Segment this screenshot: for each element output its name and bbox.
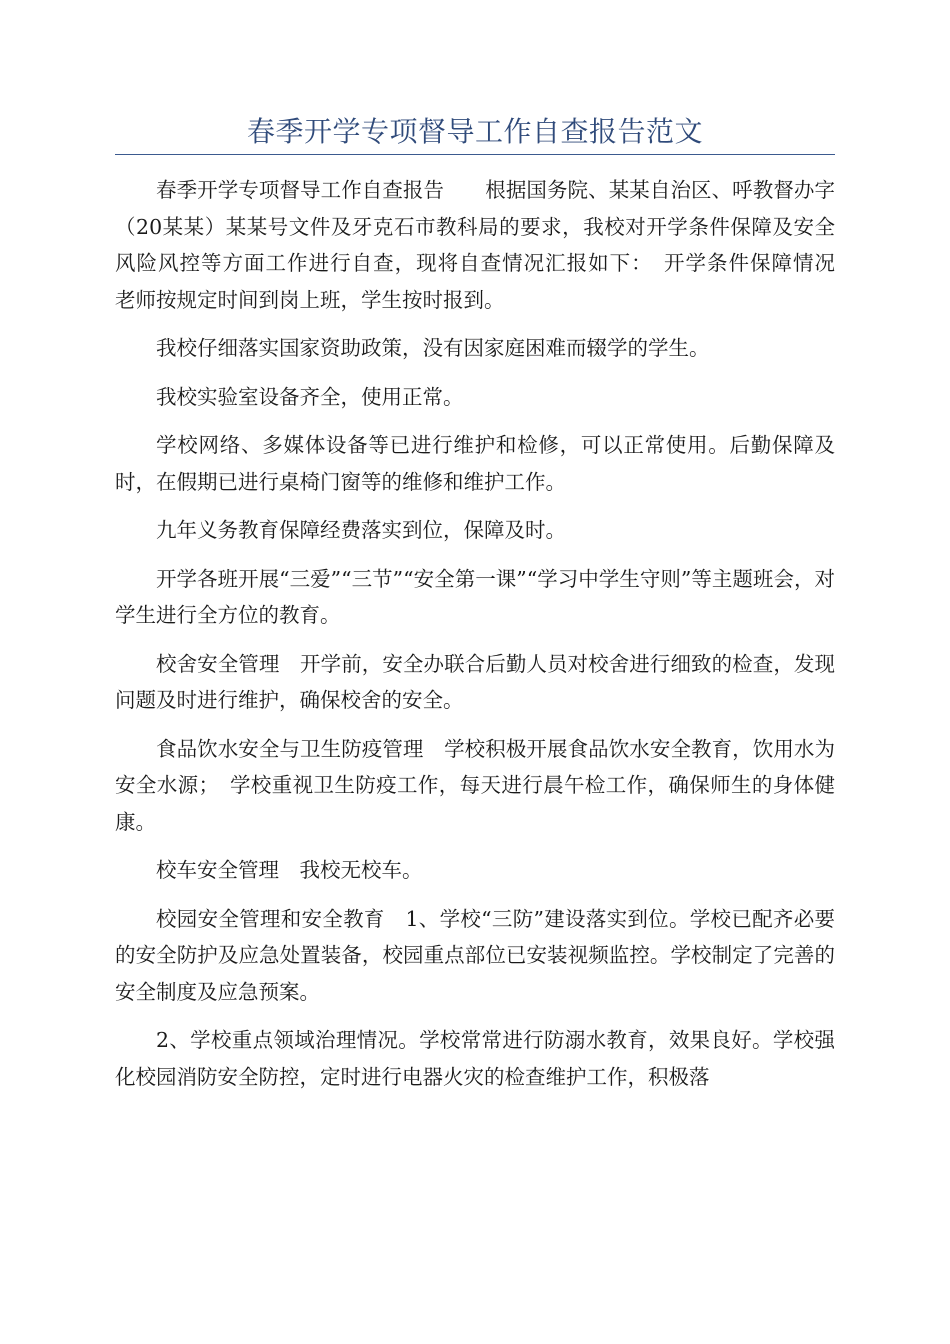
paragraph-lab-equipment: 我校实验室设备齐全，使用正常。 xyxy=(156,384,464,409)
document-title: 春季开学专项督导工作自查报告范文 xyxy=(246,115,703,148)
paragraph-education-funds: 九年义务教育保障经费落实到位，保障及时。 xyxy=(156,518,566,542)
paragraph-intro: 春季开学专项督导工作自查报告 根据国务院、某某自治区、呼教督办字（20某某）某某号文件及牙克石市教科局的要求，我校对开学条件保障及安全风险风控等方面工作进行自查，现将自查情况汇报如下： 开学条件保障情况 老师按规定时间到岗上班，学生按时报到。 xyxy=(115,178,856,312)
paragraph-food-water-safety: 食品饮水安全与卫生防疫管理 学校积极开展食品饮水安全教育，饮用水为安全水源； 学校重视卫生防疫工作，每天进行晨午检工作，确保师生的身体健康。 xyxy=(115,736,835,834)
paragraph-building-safety: 校舍安全管理 开学前，安全办联合后勤人员对校舍进行细致的检查，发现问题及时进行维护，确保校舍的安全。 xyxy=(115,651,835,712)
title-underline xyxy=(115,154,835,155)
paragraph-class-meetings: 开学各班开展“三爱”“三节”“安全第一课”“学习中学生守则”等主题班会，对学生进行全方位的教育。 xyxy=(115,566,835,627)
paragraph-key-areas: 2、学校重点领域治理情况。学校常常进行防溺水教育，效果良好。学校强化校园消防安全防控，定时进行电器火灾的检查维护工作，积极落 xyxy=(115,1028,835,1089)
paragraph-funding-policy: 我校仔细落实国家资助政策，没有因家庭困难而辍学的学生。 xyxy=(156,336,710,360)
paragraph-school-bus: 校车安全管理 我校无校车。 xyxy=(156,858,423,882)
document-body xyxy=(115,172,856,1107)
paragraph-network-maintenance: 学校网络、多媒体设备等已进行维护和检修，可以正常使用。后勤保障及时，在假期已进行桌椅门窗等的维修和维护工作。 xyxy=(115,433,835,494)
paragraph-campus-safety: 校园安全管理和安全教育 1、学校“三防”建设落实到位。学校已配齐必要的安全防护及应急处置装备，校园重点部位已安装视频监控。学校制定了完善的安全制度及应急预案。 xyxy=(115,906,835,1004)
